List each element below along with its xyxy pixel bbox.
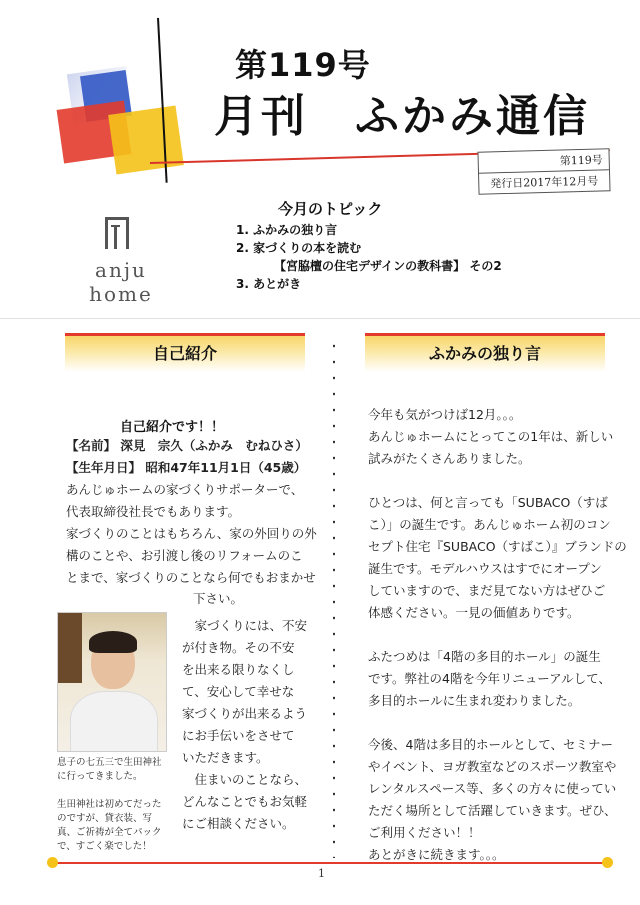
footer-dot-left bbox=[47, 857, 58, 868]
text-line: が付き物。その不安 bbox=[182, 640, 295, 655]
text-line: 家づくりが出来るよう bbox=[182, 706, 308, 721]
president-photo bbox=[57, 612, 167, 752]
info-date: 発行日2017年12月号 bbox=[490, 174, 599, 191]
issue-info-box bbox=[477, 148, 610, 194]
text-line: です。弊社の4階を今年リニューアルして、 bbox=[368, 671, 611, 686]
text-line: 住まいのことなら、 bbox=[182, 772, 308, 787]
self-intro-body bbox=[66, 435, 316, 589]
footer-dot-right bbox=[602, 857, 613, 868]
text-line: あとがきに続きます。。。 bbox=[368, 847, 505, 862]
info-issue: 第119号 bbox=[478, 149, 609, 173]
text-line: やイベント、ヨガ教室などのスポーツ教室や bbox=[368, 759, 617, 774]
topic-item: 3. あとがき bbox=[236, 277, 302, 291]
section-heading-self-intro: 自己紹介 bbox=[65, 333, 305, 372]
text-line: いただきます。 bbox=[182, 750, 269, 765]
text-line: 体感ください。一見の価値ありです。 bbox=[368, 605, 580, 620]
page-fold-line bbox=[0, 318, 640, 319]
text-line: にご相談ください。 bbox=[182, 816, 295, 831]
text-line: レンタルスペース等、多くの方々に使ってい bbox=[368, 781, 617, 796]
text-line: 家づくりのことはもちろん、家の外回りの外 bbox=[66, 526, 317, 541]
text-line: 家づくりには、不安 bbox=[182, 618, 308, 633]
text-line: 今年も気がつけば12月。。。 bbox=[368, 407, 522, 422]
text-line: 試みがたくさんありました。 bbox=[368, 451, 531, 466]
text-line: 代表取締役社長でもあります。 bbox=[66, 504, 241, 519]
text-line: ご利用ください！！ bbox=[368, 825, 481, 840]
text-line: ひとつは、何と言っても「SUBACO（すば bbox=[368, 495, 608, 510]
section-heading-monologue: ふかみの独り言 bbox=[365, 333, 605, 372]
text-line: あんじゅホームにとってこの1年は、新しい bbox=[368, 429, 614, 444]
text-line: て、安心して幸せな bbox=[182, 684, 295, 699]
logo-line-home: home bbox=[89, 282, 153, 306]
footer-red-line bbox=[52, 862, 608, 864]
text-line: ただく場所として活躍していきます。ぜひ、 bbox=[368, 803, 617, 818]
topics-title: 今月のトピック bbox=[278, 200, 383, 218]
text-line: 誕生です。モデルハウスはすでにオープン bbox=[368, 561, 602, 576]
self-intro-side-text bbox=[182, 615, 307, 835]
text-line: とまで、家づくりのことなら何でもおまかせ bbox=[66, 570, 316, 585]
self-intro-subheading: 自己紹介です！！ bbox=[120, 420, 225, 435]
newsletter-title: 月刊 ふかみ通信 bbox=[214, 91, 590, 142]
photo-caption bbox=[57, 756, 167, 854]
topic-item: 2. 家づくりの本を読む bbox=[236, 241, 362, 255]
column-divider bbox=[333, 338, 335, 858]
caption-line-1: 息子の七五三で生田神社に行ってきました。 bbox=[57, 757, 162, 782]
text-line: セプト住宅『SUBACO（すばこ）』ブランドの bbox=[368, 539, 627, 554]
anju-home-logo-text bbox=[86, 258, 156, 306]
issue-number: 第119号 bbox=[235, 46, 371, 84]
topics-list bbox=[236, 221, 502, 293]
photo-bookshelf bbox=[58, 613, 82, 683]
text-line: どんなことでもお気軽 bbox=[182, 794, 308, 809]
self-intro-birthday: 【生年月日】 昭和47年11月1日（45歳） bbox=[66, 460, 307, 475]
text-line: あんじゅホームの家づくりサポーターで、 bbox=[66, 482, 304, 497]
text-line: ふたつめは「4階の多目的ホール」の誕生 bbox=[368, 649, 601, 664]
topic-item-sub: 【宮脇檀の住宅デザインの教科書】 その2 bbox=[274, 259, 502, 273]
logo-line-anju: anju bbox=[95, 258, 147, 282]
text-line: 下さい。 bbox=[193, 591, 244, 606]
text-line: 今後、4階は多目的ホールとして、セミナー bbox=[368, 737, 613, 752]
self-intro-name: 【名前】 深見 宗久（ふかみ むねひさ） bbox=[66, 438, 308, 453]
topic-item: 1. ふかみの独り言 bbox=[236, 223, 338, 237]
text-line: を出来る限りなくし bbox=[182, 662, 295, 677]
photo-shirt bbox=[70, 691, 158, 752]
anju-home-logo-icon bbox=[104, 215, 130, 251]
caption-line-2: 生田神社は初めてだったのですが、貸衣装、写真、ご祈祷が全てパックで、すごく楽でした！ bbox=[57, 799, 162, 852]
text-line: こ）」の誕生です。あんじゅホーム初のコン bbox=[368, 517, 611, 532]
photo-hair bbox=[89, 631, 137, 653]
monologue-body bbox=[368, 404, 628, 866]
text-line: していますので、まだ見てない方はぜひご bbox=[368, 583, 606, 598]
header-decoration-yellow bbox=[108, 106, 184, 175]
page-number: 1 bbox=[318, 867, 325, 880]
text-line: 構のことや、お引渡し後のリフォームのこ bbox=[66, 548, 303, 563]
text-line: 多目的ホールに生まれ変わりました。 bbox=[368, 693, 581, 708]
text-line: にお手伝いをさせて bbox=[182, 728, 295, 743]
